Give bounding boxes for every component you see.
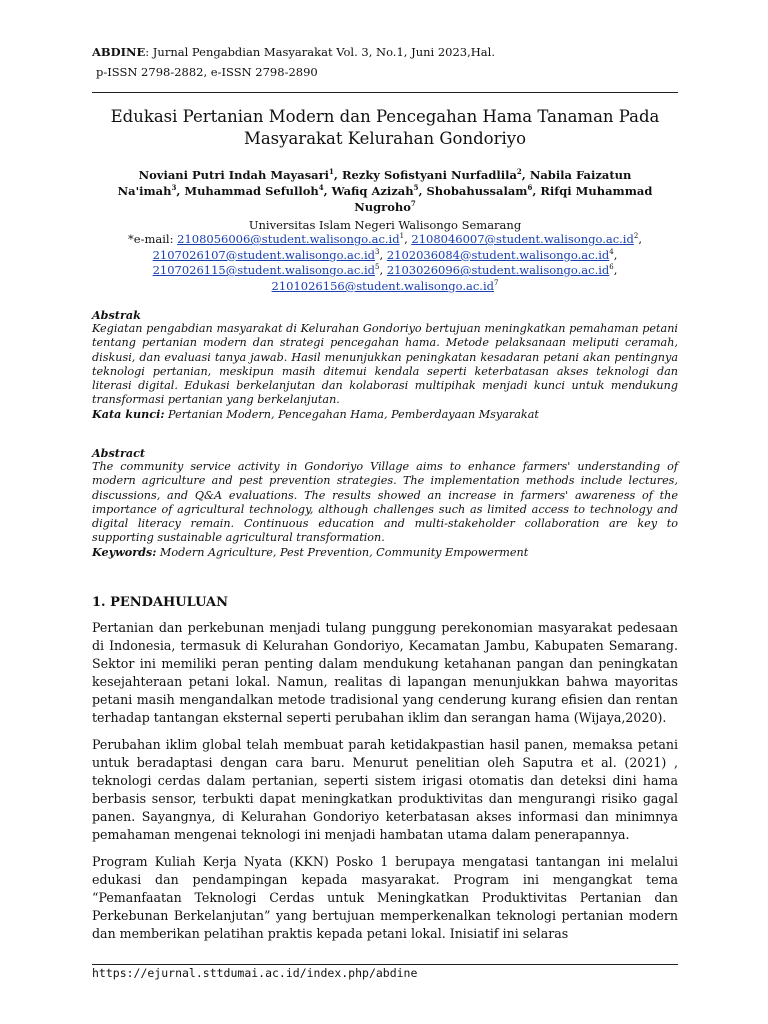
abstract-text: The community service activity in Gondoriyo Village aims to enhance farmers' understanding of modern agriculture and pest prevention strategies. The implementation methods include lectures, discussions, and Q&A evaluations. The results showed an increase in farmers' awareness of the importance of agricultural technology, although challenges such as limited access to technology and digital literacy remain. Continuous education and multi-stakeholder collaboration are key to supporting sustainable agricultural transformation. bbox=[92, 460, 678, 545]
email-list bbox=[92, 232, 678, 294]
section-body bbox=[92, 619, 678, 952]
email-link[interactable]: 2102036084@student.walisongo.ac.id bbox=[386, 247, 610, 262]
email-separator: , bbox=[379, 263, 387, 277]
journal-volume-info: : Jurnal Pengabdian Masyarakat Vol. 3, No.1, Juni 2023,Hal. bbox=[145, 45, 495, 59]
keywords bbox=[92, 545, 678, 560]
abstract-heading: Abstract bbox=[92, 446, 146, 460]
email-mark: 7 bbox=[494, 278, 499, 287]
email-separator: , bbox=[613, 263, 618, 277]
abstract-block bbox=[92, 446, 678, 561]
email-mark: 4 bbox=[609, 247, 614, 256]
email-link[interactable]: 2103026096@student.walisongo.ac.id bbox=[386, 263, 610, 277]
journal-abbr: ABDINE bbox=[92, 45, 146, 59]
email-link[interactable]: 2108056006@student.walisongo.ac.id bbox=[177, 232, 400, 246]
abstrak-text: Kegiatan pengabdian masyarakat di Kelurahan Gondoriyo bertujuan meningkatkan pemahaman petani tentang pertanian modern dan strategi pencegahan hama. Metode pelaksanaan meliputi ceramah, diskusi, dan evaluasi tanya jawab. Hasil menunjukkan peningkatan kesadaran petani akan pentingnya teknologi pertanian, meskipun masih ditemui kendala seperti keterbatasan akses teknologi dan literasi digital. Edukasi berkelanjutan dan kolaborasi multipihak menjadi kunci untuk mendukung transformasi pertanian yang berkelanjutan. bbox=[92, 322, 678, 407]
author-name: Wafiq Azizah bbox=[331, 184, 414, 198]
keywords-text: Modern Agriculture, Pest Prevention, Community Empowerment bbox=[156, 546, 529, 560]
title-line-1: Edukasi Pertanian Modern dan Pencegahan Hama Tanaman Pada bbox=[110, 107, 660, 126]
author-separator: , bbox=[176, 184, 185, 198]
author-name: Nabila Faizatun Na'imah bbox=[117, 168, 632, 198]
author-name: Shobahussalam bbox=[426, 184, 528, 198]
section-heading: 1. PENDAHULUAN bbox=[92, 595, 228, 610]
footer-url: https://ejurnal.sttdumai.ac.id/index.php/abdine bbox=[92, 966, 418, 980]
author-affil-mark: 4 bbox=[318, 183, 324, 193]
header-rule bbox=[92, 92, 678, 93]
author-name: Rifqi Muhammad Nugroho bbox=[354, 184, 653, 214]
paragraph: Program Kuliah Kerja Nyata (KKN) Posko 1 berupaya mengatasi tantangan ini melalui edukasi dan pendampingan kepada masyarakat. Program ini mengangkat tema “Pemanfaatan Teknologi Cerdas untuk Meningkatkan Produktivitas Pertanian dan Perkebunan Berkelanjutan” yang bertujuan memperkenalkan teknologi pertanian modern dan memberikan pelatihan praktis kepada petani lokal. Inisiatif ini selaras bbox=[92, 854, 678, 941]
email-separator: , bbox=[638, 232, 642, 246]
email-label: *e-mail: bbox=[128, 232, 178, 246]
paper-title bbox=[92, 106, 678, 150]
keywords-label: Keywords: bbox=[92, 545, 157, 560]
journal-page bbox=[92, 0, 678, 1024]
author-affil-mark: 1 bbox=[329, 167, 334, 177]
kata-kunci-label: Kata kunci: bbox=[92, 407, 165, 422]
abstrak-block bbox=[92, 308, 678, 423]
author-list bbox=[112, 167, 658, 215]
email-mark: 3 bbox=[375, 247, 380, 256]
author-separator: , bbox=[418, 184, 427, 198]
journal-citation bbox=[92, 42, 495, 62]
email-mark: 6 bbox=[609, 263, 614, 272]
author-name: Noviani Putri Indah Mayasari bbox=[138, 168, 330, 182]
email-separator: , bbox=[379, 247, 387, 262]
kata-kunci-text: Pertanian Modern, Pencegahan Hama, Pemberdayaan Msyarakat bbox=[164, 408, 539, 422]
author-affil-mark: 2 bbox=[516, 167, 522, 177]
author-separator: , bbox=[333, 168, 342, 182]
email-mark: 5 bbox=[375, 263, 380, 272]
email-separator: , bbox=[613, 247, 618, 262]
author-affil-mark: 5 bbox=[413, 183, 419, 193]
footer-rule bbox=[92, 964, 678, 965]
journal-header bbox=[92, 42, 495, 82]
author-separator: , bbox=[323, 184, 332, 198]
email-link[interactable]: 2101026156@student.walisongo.ac.id bbox=[271, 278, 494, 293]
email-mark: 2 bbox=[633, 232, 639, 241]
author-name: Rezky Sofistyani Nurfadlila bbox=[341, 168, 517, 182]
email-link[interactable]: 2107026107@student.walisongo.ac.id bbox=[152, 247, 376, 262]
paragraph: Pertanian dan perkebunan menjadi tulang punggung perekonomian masyarakat pedesaan di Indonesia, termasuk di Kelurahan Gondoriyo, Kecamatan Jambu, Kabupaten Semarang. Sektor ini memiliki peran penting dalam mendukung ketahanan pangan dan peningkatan kesejahteraan petani lokal. Namun, realitas di lapangan menunjukkan bahwa mayoritas petani masih mengandalkan metode tradisional yang cenderung kurang efisien dan rentan terhadap tantangan eksternal seperti perubahan iklim dan serangan hama (Wijaya,2020). bbox=[92, 620, 678, 725]
issn-line: p-ISSN 2798-2882, e-ISSN 2798-2890 bbox=[96, 65, 318, 79]
email-link[interactable]: 2108046007@student.walisongo.ac.id bbox=[411, 232, 634, 246]
email-link[interactable]: 2107026115@student.walisongo.ac.id bbox=[152, 263, 376, 277]
author-affil-mark: 3 bbox=[171, 183, 177, 193]
author-affil-mark: 7 bbox=[410, 199, 416, 209]
author-name: Muhammad Sefulloh bbox=[184, 184, 319, 198]
author-separator: , bbox=[521, 168, 530, 182]
author-separator: , bbox=[532, 184, 541, 198]
email-separator: , bbox=[404, 232, 412, 246]
affiliation: Universitas Islam Negeri Walisongo Semarang bbox=[248, 218, 522, 232]
kata-kunci bbox=[92, 407, 678, 422]
email-mark: 1 bbox=[399, 232, 405, 241]
abstrak-heading: Abstrak bbox=[92, 308, 141, 322]
paragraph: Perubahan iklim global telah membuat parah ketidakpastian hasil panen, memaksa petani untuk beradaptasi dengan cara baru. Menurut penelitian oleh Saputra et al. (2021) , teknologi cerdas dalam pertanian, seperti sistem irigasi otomatis dan deteksi dini hama berbasis sensor, terbukti dapat meningkatkan produktivitas dan mengurangi risiko gagal panen. Sayangnya, di Kelurahan Gondoriyo keterbatasan akses informasi dan minimnya pemahaman mengenai teknologi ini menjadi hambatan utama dalam penerapannya. bbox=[92, 737, 678, 842]
title-line-2: Masyarakat Kelurahan Gondoriyo bbox=[243, 129, 527, 148]
author-affil-mark: 6 bbox=[527, 183, 533, 193]
